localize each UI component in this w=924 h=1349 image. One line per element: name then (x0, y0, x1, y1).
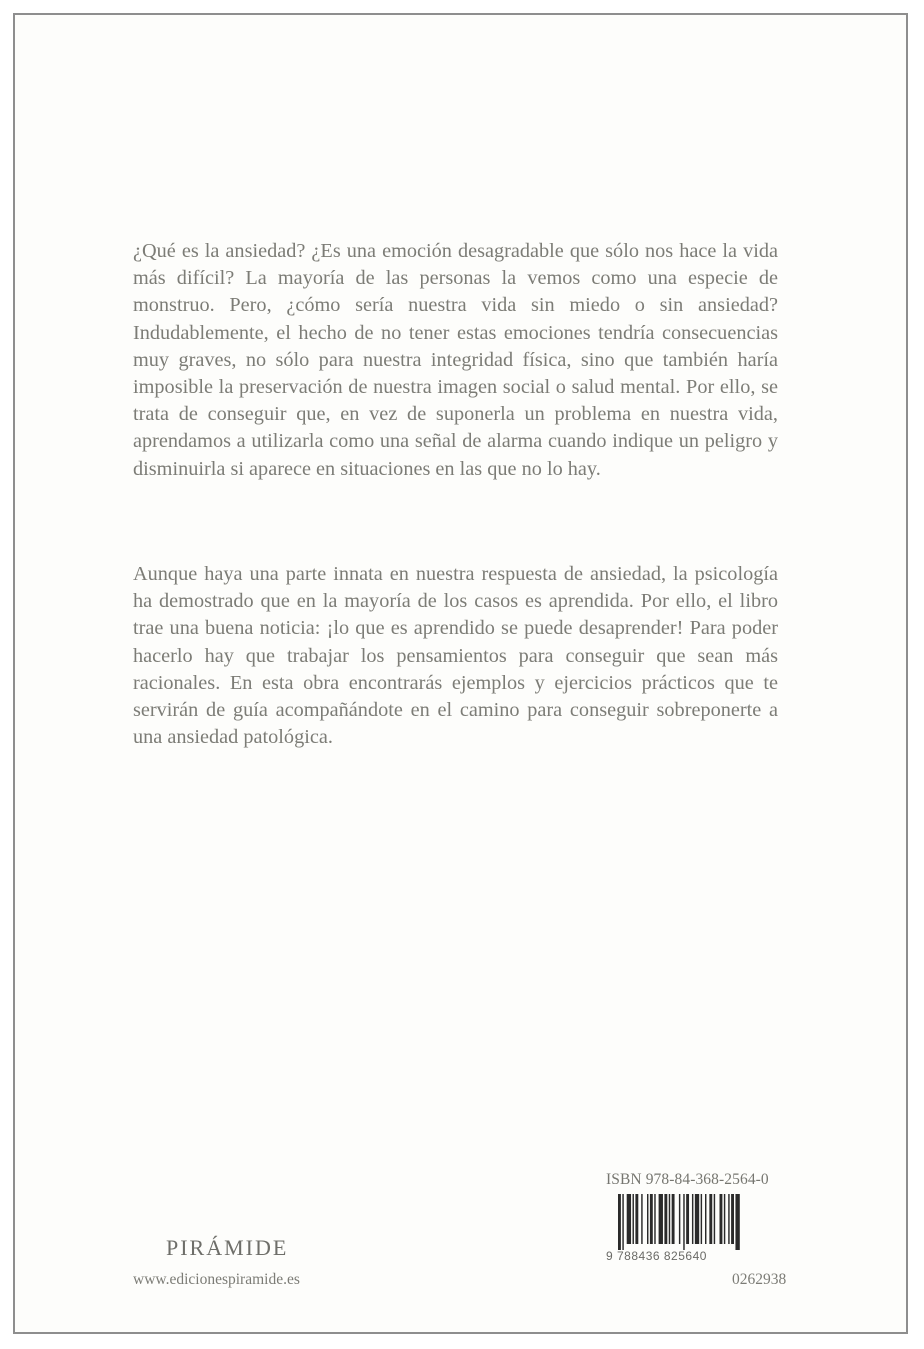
barcode-bar (728, 1194, 729, 1244)
barcode-bar (669, 1194, 670, 1244)
barcode-bar (650, 1194, 653, 1244)
barcode-bar (724, 1194, 725, 1244)
barcode-bar (709, 1194, 712, 1244)
barcode-bar (641, 1194, 642, 1244)
barcode-bars (614, 1194, 784, 1250)
barcode-bar (622, 1194, 623, 1250)
barcode-bar (664, 1194, 667, 1244)
publisher-logo: PIRÁMIDE (166, 1235, 289, 1260)
barcode-bar (672, 1194, 675, 1244)
barcode-bar (633, 1194, 634, 1244)
barcode-bar (618, 1194, 621, 1250)
isbn-label: ISBN 978-84-368-2564-0 (606, 1171, 769, 1188)
publisher-website: www.edicionespiramide.es (133, 1271, 300, 1288)
blurb-paragraph-2: Aunque haya una parte innata en nuestra respuesta de ansiedad, la psicología ha demostrado que en la mayoría de los casos es aprendida. Por ello, el libro trae una buena noticia: ¡lo que es aprendido se puede desaprender! Para poder hacerlo hay que trabajar los pensamientos para conseguir que sean más racionales. En esta obra encontrarás ejemplos y ejercicios prácticos que te servirán de guía acompañándote en el camino para conseguir sobreponerte a una ansiedad patológica. (133, 563, 778, 749)
barcode-bar (635, 1194, 638, 1244)
product-code: 0262938 (732, 1271, 787, 1288)
barcode-bar (731, 1194, 734, 1244)
barcode-bar (647, 1194, 648, 1244)
barcode-bar (683, 1194, 684, 1250)
barcode-bar (701, 1194, 702, 1244)
barcode-bar (705, 1194, 706, 1244)
barcode-bar (692, 1194, 693, 1244)
barcode-bar (654, 1194, 655, 1244)
barcode-bar (714, 1194, 715, 1244)
barcode-bar (679, 1194, 680, 1244)
barcode-bar (735, 1194, 739, 1250)
barcode-bar (720, 1194, 723, 1244)
barcode-bar (627, 1194, 631, 1244)
blurb-paragraph-1: ¿Qué es la ansiedad? ¿Es una emoción desagradable que sólo nos hace la vida más difícil? La mayoría de las personas la vemos como una especie de monstruo. Pero, ¿cómo sería nuestra vida sin miedo o sin ansiedad? Indudablemente, el hecho de no tener estas emociones tendría consecuencias muy graves, no sólo para nuestra integridad física, sino que también haría imposible la preservación de nuestra imagen social o salud mental. Por ello, se trata de conseguir que, en vez de suponerla un problema en nuestra vida, aprendamos a utilizarla como una señal de alarma cuando indique un peligro y disminuirla si aparece en situaciones en las que no lo hay. (133, 240, 778, 480)
barcode-bar (659, 1194, 663, 1244)
barcode-bar (695, 1194, 699, 1244)
barcode-bar (686, 1194, 689, 1244)
barcode-digits: 9 788436 825640 (606, 1249, 707, 1263)
